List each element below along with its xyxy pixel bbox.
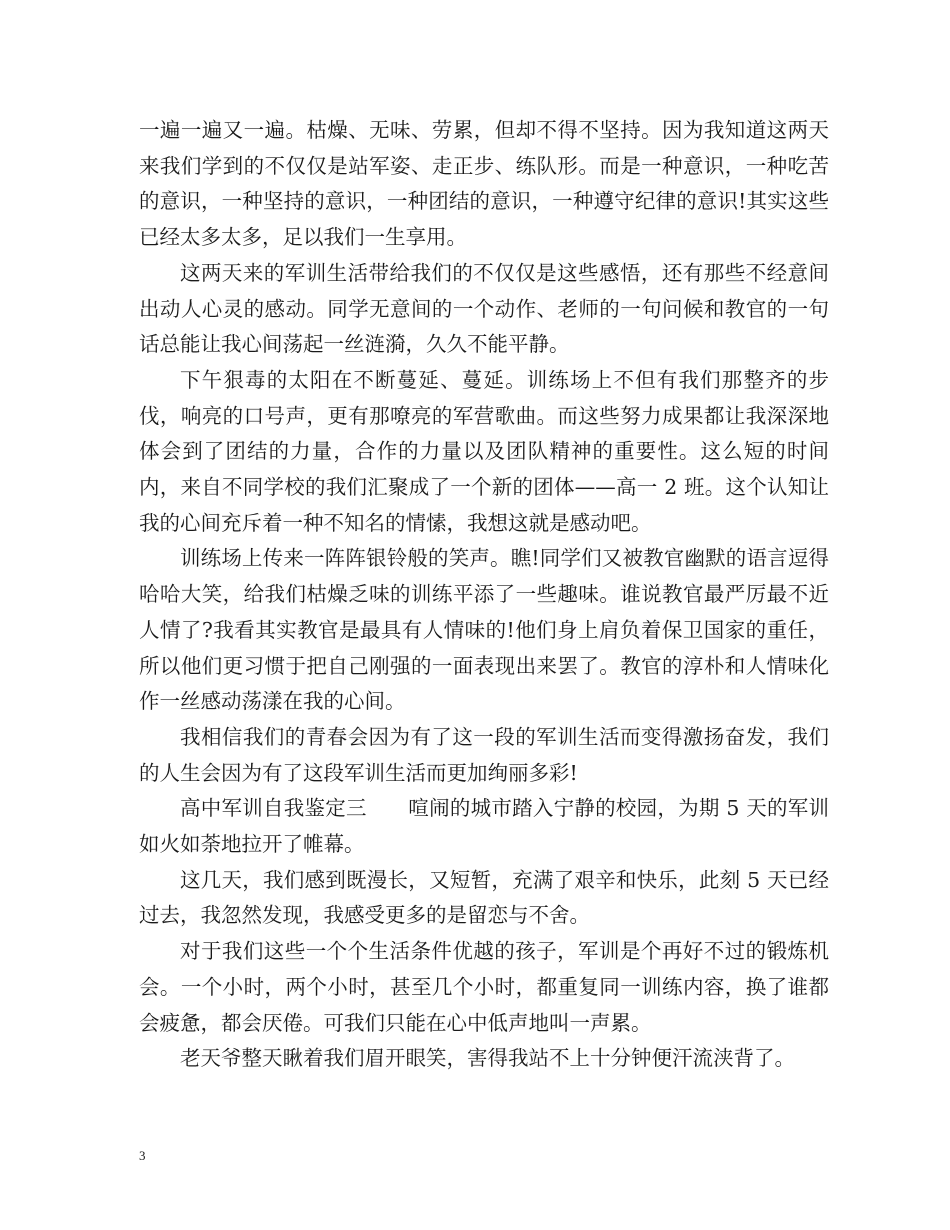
- paragraph-4: 训练场上传来一阵阵银铃般的笑声。瞧!同学们又被教官幽默的语言逗得哈哈大笑，给我们枯燥乏味的训练平添了一些趣味。谁说教官最严厉最不近人情了?我看其实教官是最具有人情味的!他们身上肩负着保卫国家的重任，所以他们更习惯于把自己刚强的一面表现出来罢了。教官的淳朴和人情味化作一丝感动荡漾在我的心间。: [139, 546, 829, 714]
- paragraph-7: 这几天，我们感到既漫长，又短暂，充满了艰辛和快乐，此刻 5 天已经过去，我忽然发现，我感受更多的是留恋与不舍。: [139, 867, 829, 928]
- paragraph-5: 我相信我们的青春会因为有了这一段的军训生活而变得激扬奋发，我们的人生会因为有了这段军训生活而更加绚丽多彩!: [139, 724, 829, 785]
- paragraph-2: 这两天来的军训生活带给我们的不仅仅是这些感悟，还有那些不经意间出动人心灵的感动。同学无意间的一个动作、老师的一句问候和教官的一句话总能让我心间荡起一丝涟漪，久久不能平静。: [139, 260, 829, 357]
- paragraph-3: 下午狠毒的太阳在不断蔓延、蔓延。训练场上不但有我们那整齐的步伐，响亮的口号声，更有那嘹亮的军营歌曲。而这些努力成果都让我深深地体会到了团结的力量，合作的力量以及团队精神的重要性。这么短的时间内，来自不同学校的我们汇聚成了一个新的团体——高一 2 班。这个认知让我的心间充斥着一种不知名的情愫，我想这就是感动吧。: [139, 367, 829, 535]
- document-body: [139, 113, 829, 1077]
- paragraph-8: 对于我们这些一个个生活条件优越的孩子，军训是个再好不过的锻炼机会。一个小时，两个小时，甚至几个小时，都重复同一训练内容，换了谁都会疲惫，都会厌倦。可我们只能在心中低声地叫一声累。: [139, 939, 829, 1035]
- paragraph-9: 老天爷整天瞅着我们眉开眼笑，害得我站不上十分钟便汗流浃背了。: [180, 1046, 795, 1071]
- paragraph-6: 高中军训自我鉴定三 喧闹的城市踏入宁静的校园，为期 5 天的军训如火如荼地拉开了帷幕。: [139, 796, 829, 857]
- paragraph-1: 一遍一遍又一遍。枯燥、无味、劳累，但却不得不坚持。因为我知道这两天来我们学到的不仅仅是站军姿、走正步、练队形。而是一种意识，一种吃苦的意识，一种坚持的意识，一种团结的意识，一种遵守纪律的意识!其实这些已经太多太多，足以我们一生享用。: [139, 118, 829, 250]
- page-number: 3: [139, 1148, 146, 1163]
